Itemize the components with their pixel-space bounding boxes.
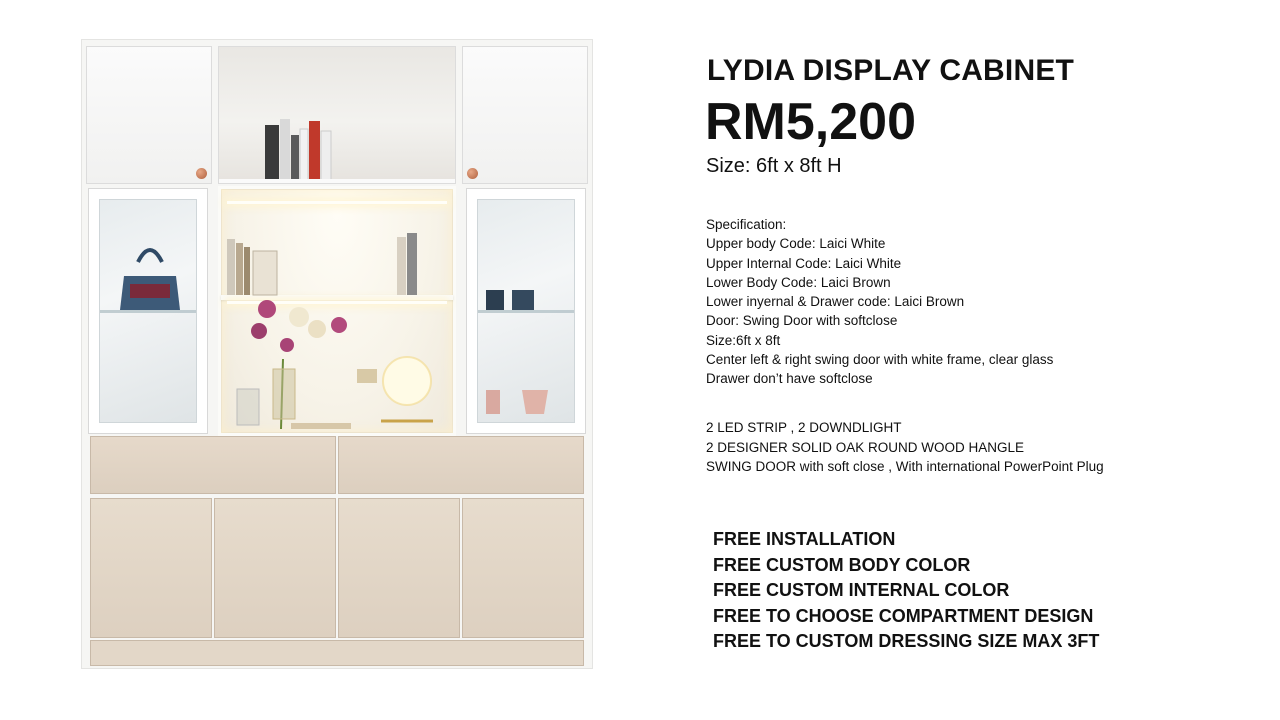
left-glass-pane (99, 199, 197, 423)
product-size: Size: 6ft x 8ft H (706, 155, 842, 177)
feature-line: 2 LED STRIP , 2 DOWNDLIGHT (706, 420, 902, 435)
right-glass-pane (477, 199, 575, 423)
spec-line: Upper body Code: Laici White (706, 236, 886, 252)
lower-door-2 (214, 498, 336, 638)
free-offer-line: FREE INSTALLATION (713, 529, 896, 549)
specification-list (706, 215, 1053, 389)
decor-books (219, 47, 455, 183)
feature-line: SWING DOOR with soft close , With international PowerPoint Plug (706, 459, 1104, 474)
lower-door-3 (338, 498, 460, 638)
free-offer-line: FREE CUSTOM BODY COLOR (713, 554, 971, 575)
drawer-right (338, 436, 584, 494)
free-offer-line: FREE TO CUSTOM DRESSING SIZE MAX 3FT (713, 631, 1100, 651)
spec-line: Upper Internal Code: Laici White (706, 255, 902, 271)
cabinet-plinth (90, 640, 584, 666)
spec-line: Lower inyernal & Drawer code: Laici Brown (706, 294, 965, 310)
upper-left-door (86, 46, 212, 184)
wood-knob (196, 168, 207, 179)
free-offer-line: FREE TO CHOOSE COMPARTMENT DESIGN (713, 605, 1094, 626)
center-decor (221, 189, 453, 433)
spec-line: Size:6ft x 8ft (706, 332, 781, 348)
glass-shelf (478, 310, 574, 313)
drawer-left (90, 436, 336, 494)
free-offer-line: FREE CUSTOM INTERNAL COLOR (713, 580, 1010, 600)
wood-knob (467, 168, 478, 179)
left-glass-door (88, 188, 208, 434)
spec-line: Door: Swing Door with softclose (706, 313, 898, 329)
glass-shelf (100, 310, 196, 313)
spec-line: Center left & right swing door with white frame, clear glass (706, 352, 1054, 368)
upper-open-compartment (218, 46, 456, 184)
spec-line: Lower Body Code: Laici Brown (706, 274, 891, 290)
feature-line: 2 DESIGNER SOLID OAK ROUND WOOD HANGLE (706, 439, 1025, 455)
product-price: RM5,200 (705, 93, 916, 151)
free-offers-list (713, 527, 1099, 655)
feature-list (706, 418, 1104, 477)
lower-door-1 (90, 498, 212, 638)
lower-door-4 (462, 498, 584, 638)
upper-right-door (462, 46, 588, 184)
spec-line: Drawer don’t have softclose (706, 371, 873, 387)
product-title: LYDIA DISPLAY CABINET (707, 54, 1075, 87)
cabinet-product-image (82, 40, 592, 668)
spec-heading: Specification: (706, 217, 787, 232)
lit-display-compartment (218, 186, 456, 436)
right-glass-door (466, 188, 586, 434)
